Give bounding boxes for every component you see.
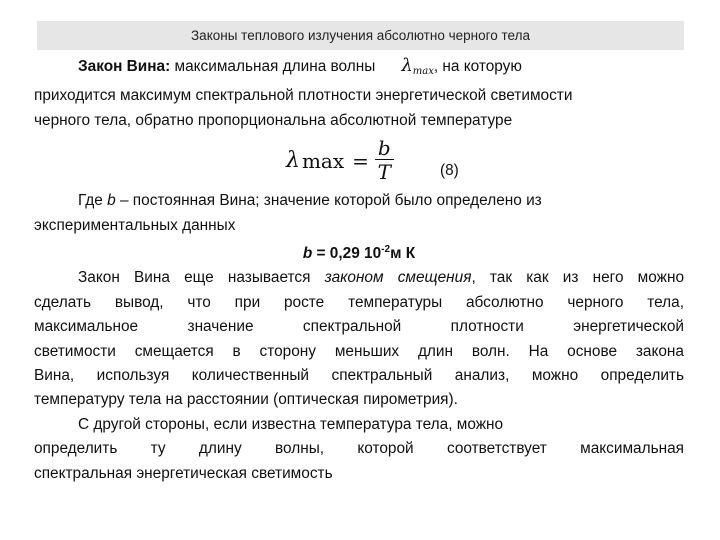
text-span: максимальная длина волны — [170, 58, 376, 75]
lambda-symbol: λ — [401, 55, 413, 76]
slide-header — [37, 21, 684, 50]
text-line: определить ту длину волны, которой соответствует максимальная — [34, 440, 684, 458]
bold-term: Закон Вина: — [78, 58, 171, 75]
constant-exponent: -2 — [381, 244, 391, 256]
wien-formula — [286, 137, 394, 184]
text-line — [34, 189, 684, 213]
b-symbol: b — [107, 192, 116, 210]
text-span: Закон Вина еще называется — [78, 269, 325, 287]
equation-number: (8) — [440, 162, 459, 180]
formula-lambda: λ — [286, 147, 300, 173]
text-line: экспериментальных данных — [34, 216, 236, 234]
formula-block — [34, 133, 684, 189]
document-body — [34, 54, 684, 486]
paragraph-constant — [34, 189, 684, 238]
constant-value: = 0,29 10 — [312, 245, 382, 263]
text-line: Вина, используя количественный спектральный анализ, можно определить — [34, 367, 684, 385]
text-line: спектральная энергетическая светимость — [34, 464, 333, 482]
text-line: черного тела, обратно пропорциональна абсолютной температуре — [34, 111, 513, 129]
constant-symbol: b — [302, 245, 313, 263]
text-line: сделать вывод, что при росте температуры абсолютно черного тела, — [34, 293, 684, 311]
paragraph-wien-law — [34, 54, 684, 133]
text-line: С другой стороны, если известна температура тела, можно — [78, 415, 504, 433]
constant-unit: м К — [390, 245, 416, 263]
formula-fraction — [375, 137, 394, 184]
text-line: светимости смещается в сторону меньших длин волн. На основе закона — [34, 342, 684, 360]
text-line: максимальное значение спектральной плотности энергетической — [34, 318, 684, 336]
wien-constant — [34, 238, 684, 266]
emphasis-term: законом смещения — [324, 269, 472, 287]
text-line: температуру тела на расстоянии (оптическая пирометрия). — [34, 391, 458, 409]
formula-max: max — [301, 148, 345, 173]
text-span: – постоянная Вина; значение которой было определено из — [115, 192, 542, 210]
text-span: , так как из него можно — [471, 269, 685, 287]
text-line — [34, 266, 684, 290]
formula-equals: = — [352, 148, 369, 173]
formula-numerator: b — [375, 137, 394, 160]
paragraph-displacement — [34, 266, 684, 412]
text-span: , на которую — [433, 58, 522, 75]
text-line: приходится максимум спектральной плотности энергетической светимости — [34, 87, 573, 105]
formula-denominator: T — [377, 160, 391, 185]
slide-title: Законы теплового излучения абсолютно черного тела — [191, 28, 530, 43]
text-line — [34, 54, 684, 84]
paragraph-inverse — [34, 413, 684, 486]
lambda-subscript: max — [412, 66, 434, 77]
text-span: Где — [78, 192, 108, 210]
